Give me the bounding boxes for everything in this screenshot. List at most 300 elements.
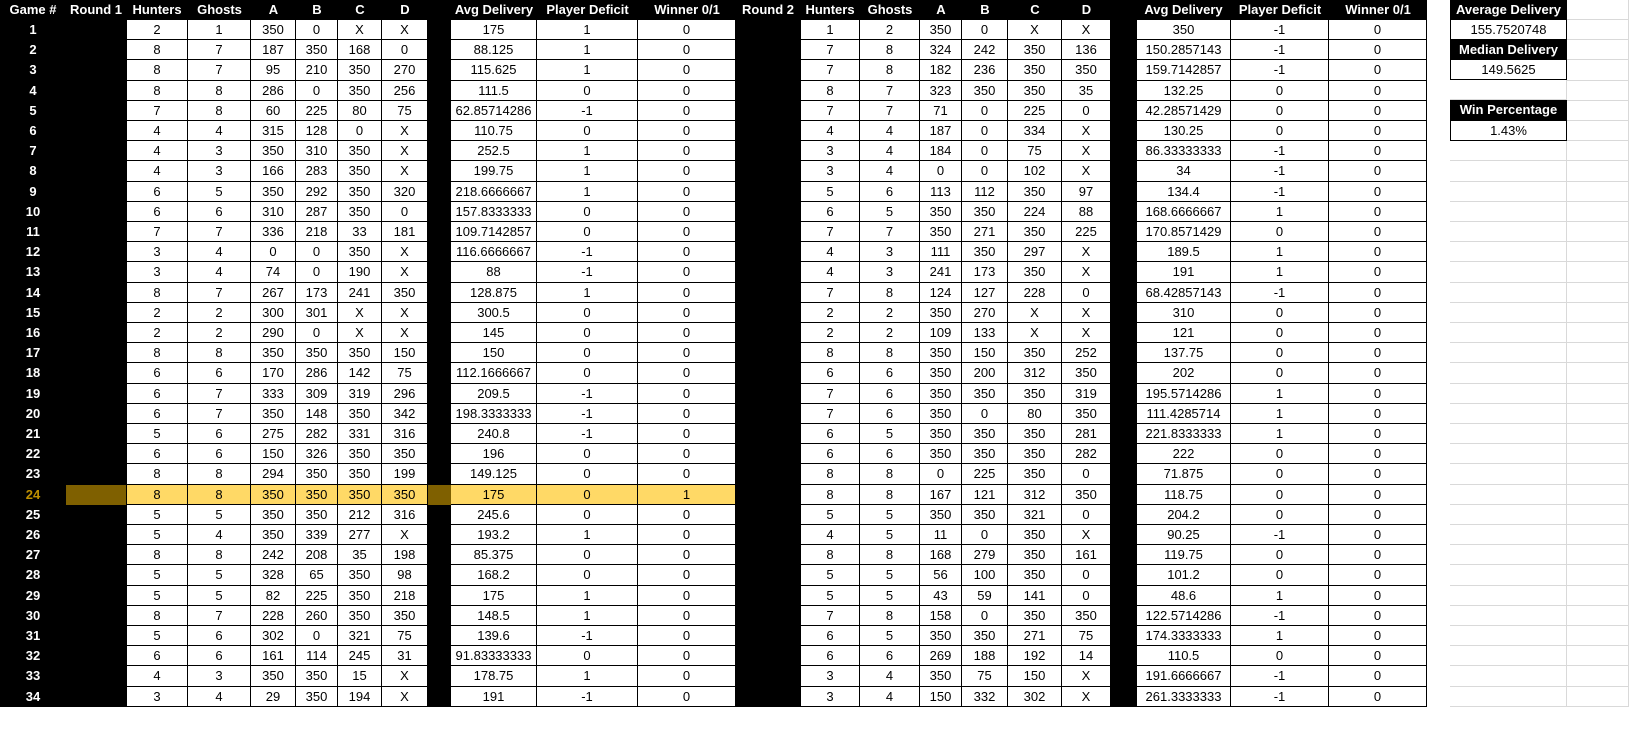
cell-r1[interactable]: 228 [251,606,296,626]
cell-r2[interactable]: 241 [920,262,962,283]
cell-r2[interactable]: 97 [1062,182,1111,202]
header-r2-col[interactable]: D [1062,0,1111,20]
cell-r2[interactable]: 150 [920,687,962,707]
header-r1-col[interactable]: A [251,0,296,20]
cell-r1[interactable]: 0 [537,565,638,586]
cell-r1[interactable]: 82 [251,586,296,606]
cell-r2[interactable]: 8 [860,60,920,81]
cell-r1[interactable]: 8 [188,464,251,485]
cell-r1[interactable]: 91.83333333 [451,646,537,666]
cell-r2[interactable]: 2 [800,303,860,323]
cell-r1[interactable]: 240.8 [451,424,537,444]
cell-r1[interactable]: 0 [638,202,736,222]
cell-r2[interactable]: 252 [1062,343,1111,363]
cell-r1[interactable]: 0 [296,242,338,262]
cell-r2[interactable]: 350 [920,202,962,222]
cell-r1[interactable]: 225 [296,586,338,606]
header-round1[interactable]: Round 1 [66,0,126,20]
cell-r2[interactable]: 7 [860,101,920,121]
cell-r1[interactable]: 321 [338,626,382,646]
empty-cell[interactable] [1567,606,1629,626]
cell-r1[interactable]: 0 [638,141,736,161]
cell-r1[interactable]: 300.5 [451,303,537,323]
cell-r2[interactable]: 350 [1008,262,1062,283]
cell-r1[interactable]: 191 [451,687,537,707]
cell-r1[interactable]: 286 [296,363,338,384]
cell-r2[interactable]: 1 [800,20,860,40]
cell-r2[interactable]: 4 [860,141,920,161]
cell-r2[interactable]: 0 [1329,545,1427,565]
cell-r1[interactable]: 0 [537,505,638,525]
cell-r1[interactable]: 0 [638,646,736,666]
cell-r1[interactable]: 0 [638,81,736,101]
header-r1-col[interactable]: Hunters [126,0,188,20]
cell-r1[interactable]: 1 [638,485,736,505]
cell-r2[interactable]: 0 [1329,242,1427,262]
cell-r2[interactable]: 350 [1008,343,1062,363]
cell-r1[interactable]: 286 [251,81,296,101]
cell-r2[interactable]: 271 [1008,626,1062,646]
cell-r2[interactable]: 6 [800,424,860,444]
cell-r1[interactable]: 62.85714286 [451,101,537,121]
cell-r1[interactable]: 4 [188,121,251,141]
cell-r1[interactable]: 2 [126,20,188,40]
cell-r2[interactable]: 1 [1231,626,1329,646]
cell-r1[interactable]: 6 [126,202,188,222]
cell-r1[interactable]: X [382,20,428,40]
cell-r2[interactable]: 323 [920,81,962,101]
cell-r2[interactable]: 350 [1008,40,1062,60]
empty-cell[interactable] [1567,182,1629,202]
cell-r2[interactable]: 0 [1231,323,1329,343]
cell-r1[interactable]: -1 [537,687,638,707]
cell-r2[interactable]: 0 [1329,424,1427,444]
cell-r2[interactable]: 137.75 [1136,343,1231,363]
cell-r1[interactable]: 0 [638,444,736,464]
cell-r1[interactable]: 196 [451,444,537,464]
cell-r1[interactable]: 225 [296,101,338,121]
cell-r2[interactable]: 350 [1008,525,1062,545]
cell-r1[interactable]: -1 [537,101,638,121]
cell-r2[interactable]: 5 [860,424,920,444]
cell-r2[interactable]: 350 [1136,20,1231,40]
cell-r1[interactable]: 2 [126,323,188,343]
cell-r2[interactable]: X [1062,525,1111,545]
cell-r2[interactable]: 159.7142857 [1136,60,1231,81]
cell-r2[interactable]: 0 [1329,262,1427,283]
cell-r2[interactable]: 184 [920,141,962,161]
cell-r1[interactable]: X [382,141,428,161]
cell-r2[interactable]: 350 [1008,182,1062,202]
cell-r2[interactable]: 0 [1062,586,1111,606]
empty-cell[interactable] [1450,444,1567,464]
cell-r2[interactable]: 225 [962,464,1008,485]
cell-r1[interactable]: 5 [188,586,251,606]
cell-r2[interactable]: 56 [920,565,962,586]
cell-r2[interactable]: 0 [1329,384,1427,404]
header-r2-col[interactable]: Hunters [800,0,860,20]
cell-r2[interactable]: 4 [860,121,920,141]
cell-r2[interactable]: 6 [800,363,860,384]
cell-r1[interactable]: X [338,20,382,40]
cell-r1[interactable]: 5 [126,505,188,525]
empty-cell[interactable] [1567,81,1629,101]
cell-r2[interactable]: 7 [860,81,920,101]
cell-r1[interactable]: 110.75 [451,121,537,141]
cell-r2[interactable]: 5 [860,505,920,525]
median-delivery-value[interactable]: 149.5625 [1450,60,1567,80]
cell-r1[interactable]: 0 [638,60,736,81]
cell-r1[interactable]: 8 [126,343,188,363]
cell-r2[interactable]: 5 [860,565,920,586]
cell-r1[interactable]: 0 [296,323,338,343]
cell-r2[interactable]: 0 [1329,666,1427,687]
cell-r1[interactable]: 350 [338,141,382,161]
cell-r1[interactable]: 277 [338,525,382,545]
cell-r1[interactable]: 4 [188,242,251,262]
cell-r1[interactable]: -1 [537,424,638,444]
cell-r1[interactable]: 0 [638,384,736,404]
game-number[interactable]: 20 [0,404,66,424]
cell-r2[interactable]: 0 [1329,626,1427,646]
cell-r2[interactable]: 302 [1008,687,1062,707]
cell-r1[interactable]: 309 [296,384,338,404]
cell-r1[interactable]: 350 [251,404,296,424]
cell-r2[interactable]: 0 [1231,505,1329,525]
cell-r2[interactable]: 350 [920,363,962,384]
cell-r2[interactable]: 110.5 [1136,646,1231,666]
cell-r1[interactable]: 198.3333333 [451,404,537,424]
cell-r2[interactable]: 242 [962,40,1008,60]
cell-r2[interactable]: 3 [800,141,860,161]
empty-cell[interactable] [1450,202,1567,222]
game-number[interactable]: 18 [0,363,66,384]
win-percentage-value[interactable]: 1.43% [1450,121,1567,141]
cell-r2[interactable]: 334 [1008,121,1062,141]
game-number[interactable]: 8 [0,161,66,182]
cell-r1[interactable]: 8 [126,283,188,303]
cell-r2[interactable]: 0 [920,464,962,485]
cell-r1[interactable]: 209.5 [451,384,537,404]
empty-cell[interactable] [1567,384,1629,404]
cell-r2[interactable]: 0 [1231,121,1329,141]
cell-r1[interactable]: 3 [126,242,188,262]
cell-r1[interactable]: 8 [188,81,251,101]
cell-r2[interactable]: 270 [962,303,1008,323]
cell-r2[interactable]: 350 [962,505,1008,525]
cell-r1[interactable]: 350 [251,20,296,40]
cell-r2[interactable]: 0 [1231,363,1329,384]
cell-r2[interactable]: 0 [1231,444,1329,464]
cell-r2[interactable]: 0 [1062,101,1111,121]
empty-cell[interactable] [1567,404,1629,424]
cell-r2[interactable]: 312 [1008,485,1062,505]
cell-r2[interactable]: 88 [1062,202,1111,222]
cell-r2[interactable]: 7 [800,384,860,404]
cell-r2[interactable]: 0 [1231,303,1329,323]
cell-r1[interactable]: 328 [251,565,296,586]
cell-r2[interactable]: 0 [962,20,1008,40]
cell-r2[interactable]: 48.6 [1136,586,1231,606]
header-round2[interactable]: Round 2 [736,0,800,20]
cell-r1[interactable]: X [382,242,428,262]
cell-r1[interactable]: 6 [188,424,251,444]
cell-r1[interactable]: 0 [638,323,736,343]
cell-r1[interactable]: X [382,323,428,343]
empty-cell[interactable] [1567,586,1629,606]
cell-r2[interactable]: 319 [1062,384,1111,404]
cell-r2[interactable]: 350 [1062,404,1111,424]
cell-r1[interactable]: 168.2 [451,565,537,586]
cell-r2[interactable]: 195.5714286 [1136,384,1231,404]
cell-r1[interactable]: 6 [126,384,188,404]
cell-r1[interactable]: 8 [188,343,251,363]
cell-r1[interactable]: 350 [382,485,428,505]
cell-r1[interactable]: 7 [126,101,188,121]
cell-r2[interactable]: 0 [962,121,1008,141]
empty-cell[interactable] [1450,323,1567,343]
cell-r2[interactable]: 100 [962,565,1008,586]
cell-r1[interactable]: 1 [537,283,638,303]
cell-r2[interactable]: 5 [800,586,860,606]
cell-r1[interactable]: 242 [251,545,296,565]
cell-r1[interactable]: 15 [338,666,382,687]
cell-r2[interactable]: 350 [920,444,962,464]
cell-r2[interactable]: 350 [920,222,962,242]
empty-cell[interactable] [1567,222,1629,242]
cell-r2[interactable]: 8 [800,485,860,505]
cell-r2[interactable]: 350 [1008,81,1062,101]
cell-r1[interactable]: -1 [537,404,638,424]
cell-r1[interactable]: 7 [126,222,188,242]
game-number[interactable]: 22 [0,444,66,464]
empty-cell[interactable] [1450,363,1567,384]
cell-r1[interactable]: 199 [382,464,428,485]
header-r2-col[interactable]: Winner 0/1 [1329,0,1427,20]
cell-r2[interactable]: -1 [1231,666,1329,687]
cell-r1[interactable]: X [338,323,382,343]
cell-r1[interactable]: 283 [296,161,338,182]
cell-r1[interactable]: 310 [251,202,296,222]
cell-r1[interactable]: 149.125 [451,464,537,485]
cell-r1[interactable]: 6 [188,646,251,666]
cell-r2[interactable]: 90.25 [1136,525,1231,545]
cell-r1[interactable]: 8 [188,545,251,565]
cell-r2[interactable]: 75 [1062,626,1111,646]
cell-r2[interactable]: 0 [1231,101,1329,121]
cell-r1[interactable]: 0 [296,626,338,646]
empty-cell[interactable] [1450,485,1567,505]
cell-r2[interactable]: 4 [800,525,860,545]
cell-r2[interactable]: 118.75 [1136,485,1231,505]
cell-r2[interactable]: 6 [800,444,860,464]
cell-r2[interactable]: 119.75 [1136,545,1231,565]
cell-r2[interactable]: 8 [860,485,920,505]
game-number[interactable]: 30 [0,606,66,626]
cell-r1[interactable]: 65 [296,565,338,586]
cell-r2[interactable]: 0 [1062,505,1111,525]
cell-r2[interactable]: X [1062,323,1111,343]
game-number[interactable]: 11 [0,222,66,242]
cell-r1[interactable]: 175 [451,20,537,40]
cell-r2[interactable]: 350 [920,303,962,323]
cell-r2[interactable]: 350 [920,20,962,40]
cell-r2[interactable]: 14 [1062,646,1111,666]
empty-cell[interactable] [1567,626,1629,646]
cell-r2[interactable]: 0 [1231,485,1329,505]
cell-r1[interactable]: 296 [382,384,428,404]
cell-r2[interactable]: -1 [1231,141,1329,161]
cell-r1[interactable]: X [338,303,382,323]
game-number[interactable]: 29 [0,586,66,606]
cell-r1[interactable]: 175 [451,586,537,606]
cell-r1[interactable]: 168 [338,40,382,60]
empty-cell[interactable] [1450,182,1567,202]
header-r2-col[interactable]: C [1008,0,1062,20]
cell-r1[interactable]: 0 [638,586,736,606]
cell-r1[interactable]: 5 [188,505,251,525]
cell-r1[interactable]: 3 [188,161,251,182]
cell-r1[interactable]: 190 [338,262,382,283]
cell-r1[interactable]: 31 [382,646,428,666]
cell-r1[interactable]: 0 [638,565,736,586]
cell-r2[interactable]: 6 [860,384,920,404]
cell-r1[interactable]: 0 [537,222,638,242]
cell-r2[interactable]: 350 [962,424,1008,444]
header-r2-col[interactable]: Ghosts [860,0,920,20]
cell-r2[interactable]: 141 [1008,586,1062,606]
game-number[interactable]: 4 [0,81,66,101]
cell-r2[interactable]: 350 [1008,464,1062,485]
cell-r2[interactable]: 5 [800,505,860,525]
cell-r1[interactable]: 350 [251,343,296,363]
cell-r2[interactable]: -1 [1231,161,1329,182]
cell-r2[interactable]: 109 [920,323,962,343]
cell-r2[interactable]: 168 [920,545,962,565]
cell-r1[interactable]: 350 [296,485,338,505]
empty-cell[interactable] [1567,343,1629,363]
cell-r1[interactable]: 150 [451,343,537,363]
cell-r2[interactable]: 0 [1329,81,1427,101]
cell-r2[interactable]: 0 [1329,363,1427,384]
cell-r2[interactable]: -1 [1231,687,1329,707]
cell-r1[interactable]: 0 [638,161,736,182]
cell-r2[interactable]: 182 [920,60,962,81]
cell-r1[interactable]: 128.875 [451,283,537,303]
header-r1-col[interactable]: C [338,0,382,20]
cell-r1[interactable]: 0 [382,202,428,222]
cell-r2[interactable]: 167 [920,485,962,505]
cell-r2[interactable]: 6 [800,646,860,666]
cell-r1[interactable]: 75 [382,363,428,384]
empty-cell[interactable] [1450,565,1567,586]
cell-r2[interactable]: 0 [962,525,1008,545]
cell-r1[interactable]: 111.5 [451,81,537,101]
cell-r1[interactable]: 4 [126,161,188,182]
cell-r1[interactable]: 8 [126,606,188,626]
cell-r2[interactable]: 7 [800,60,860,81]
cell-r1[interactable]: 0 [638,262,736,283]
cell-r2[interactable]: 0 [1231,464,1329,485]
cell-r2[interactable]: 0 [962,141,1008,161]
cell-r2[interactable]: 3 [860,242,920,262]
cell-r2[interactable]: 192 [1008,646,1062,666]
cell-r2[interactable]: 6 [800,626,860,646]
cell-r2[interactable]: 1 [1231,586,1329,606]
cell-r1[interactable]: X [382,161,428,182]
cell-r2[interactable]: 0 [1329,505,1427,525]
game-number[interactable]: 34 [0,687,66,707]
cell-r1[interactable]: 0 [296,262,338,283]
cell-r2[interactable]: 2 [800,323,860,343]
cell-r2[interactable]: 133 [962,323,1008,343]
cell-r2[interactable]: 1 [1231,384,1329,404]
cell-r1[interactable]: 350 [251,666,296,687]
cell-r2[interactable]: 350 [1062,606,1111,626]
cell-r2[interactable]: 222 [1136,444,1231,464]
cell-r2[interactable]: 0 [1329,141,1427,161]
cell-r2[interactable]: 350 [1008,222,1062,242]
cell-r1[interactable]: 0 [251,242,296,262]
cell-r2[interactable]: 170.8571429 [1136,222,1231,242]
cell-r2[interactable]: 121 [962,485,1008,505]
cell-r2[interactable]: 221.8333333 [1136,424,1231,444]
cell-r2[interactable]: 1 [1231,262,1329,283]
cell-r1[interactable]: 0 [537,81,638,101]
cell-r1[interactable]: 6 [188,363,251,384]
empty-cell[interactable] [1450,242,1567,262]
cell-r1[interactable]: 75 [382,101,428,121]
empty-cell[interactable] [1567,444,1629,464]
cell-r1[interactable]: 7 [188,404,251,424]
cell-r1[interactable]: 8 [126,464,188,485]
cell-r1[interactable]: 350 [338,606,382,626]
cell-r2[interactable]: 5 [860,626,920,646]
cell-r1[interactable]: 302 [251,626,296,646]
cell-r2[interactable]: X [1062,121,1111,141]
empty-cell[interactable] [1450,626,1567,646]
cell-r1[interactable]: 0 [537,202,638,222]
cell-r1[interactable]: 350 [338,343,382,363]
cell-r1[interactable]: 350 [338,565,382,586]
header-r1-col[interactable]: D [382,0,428,20]
empty-cell[interactable] [1567,0,1629,20]
cell-r2[interactable]: 124 [920,283,962,303]
cell-r1[interactable]: 6 [126,444,188,464]
cell-r1[interactable]: 331 [338,424,382,444]
cell-r2[interactable]: 71 [920,101,962,121]
cell-r2[interactable]: 225 [1062,222,1111,242]
empty-cell[interactable] [1450,80,1567,100]
cell-r1[interactable]: 35 [338,545,382,565]
cell-r1[interactable]: 29 [251,687,296,707]
cell-r2[interactable]: -1 [1231,60,1329,81]
empty-cell[interactable] [1450,464,1567,485]
cell-r1[interactable]: 316 [382,505,428,525]
cell-r2[interactable]: 75 [1008,141,1062,161]
cell-r1[interactable]: -1 [537,262,638,283]
cell-r2[interactable]: 158 [920,606,962,626]
cell-r1[interactable]: X [382,687,428,707]
cell-r1[interactable]: 114 [296,646,338,666]
cell-r2[interactable]: 0 [1329,525,1427,545]
empty-cell[interactable] [1567,424,1629,444]
cell-r1[interactable]: 178.75 [451,666,537,687]
cell-r2[interactable]: X [1062,20,1111,40]
game-number[interactable]: 13 [0,262,66,283]
cell-r2[interactable]: 350 [1008,424,1062,444]
cell-r2[interactable]: 350 [920,424,962,444]
